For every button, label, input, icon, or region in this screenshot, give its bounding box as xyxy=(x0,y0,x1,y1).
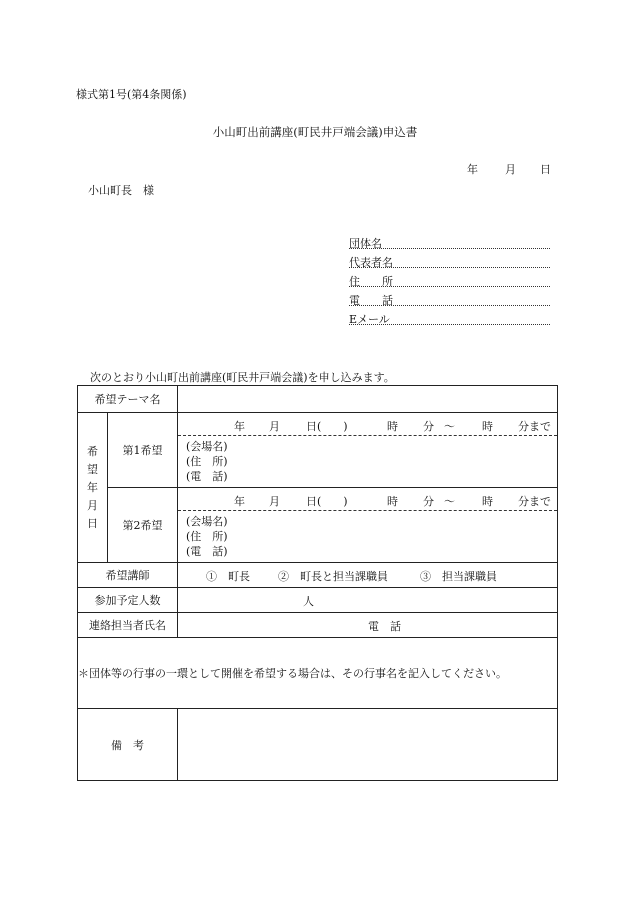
applicant-group-name-field[interactable] xyxy=(349,235,550,251)
choice1-venue-phone[interactable]: (電 話) xyxy=(186,470,228,483)
form-number: 様式第1号(第4条関係) xyxy=(76,88,187,101)
choice2-venue-lines xyxy=(178,511,557,559)
address-line xyxy=(349,286,550,287)
theme-label: 希望テーマ名 xyxy=(78,386,178,413)
applicant-phone-field[interactable] xyxy=(349,292,550,308)
choice2-label: 第2希望 xyxy=(108,488,178,563)
choice1-label: 第1希望 xyxy=(108,413,178,488)
theme-input[interactable] xyxy=(178,386,558,413)
choice2-venue-address[interactable]: (住 所) xyxy=(186,530,228,543)
choice2-venue-phone[interactable]: (電 話) xyxy=(186,545,228,558)
choice2-row xyxy=(78,488,558,563)
participants-label: 参加予定人数 xyxy=(78,588,178,613)
address-label: 住 所 xyxy=(349,275,393,288)
event-note-text: ＊団体等の行事の一環として開催を希望する場合は、その行事名を記入してください。 xyxy=(78,667,507,680)
choice2-venue-name[interactable]: (会場名) xyxy=(186,515,228,528)
choice1-row xyxy=(78,413,558,488)
theme-row xyxy=(78,386,558,413)
choice2-input[interactable] xyxy=(178,488,558,563)
choice1-datetime-row[interactable]: 年 月 日( ) 時 分 ～ 時 分まで xyxy=(178,413,557,436)
instructor-label: 希望講師 xyxy=(78,563,178,588)
contact-row xyxy=(78,613,558,638)
choice1-venue-address[interactable]: (住 所) xyxy=(186,455,228,468)
choice1-venue-name[interactable]: (会場名) xyxy=(186,440,228,453)
representative-label: 代表者名 xyxy=(349,256,393,269)
participants-input[interactable] xyxy=(178,588,558,613)
phone-label: 電 話 xyxy=(349,294,393,307)
intro-text: 次のとおり小山町出前講座(町民井戸端会議)を申し込みます。 xyxy=(90,371,395,384)
applicant-address-field[interactable] xyxy=(349,273,550,289)
remarks-label: 備 考 xyxy=(78,709,178,781)
instructor-option-3[interactable]: ③ 担当課職員 xyxy=(420,570,497,583)
document-title: 小山町出前講座(町民井戸端会議)申込書 xyxy=(212,125,418,139)
contact-label: 連絡担当者氏名 xyxy=(78,613,178,638)
choice1-venue-lines xyxy=(178,436,557,484)
phone-line xyxy=(349,305,550,306)
instructor-option-2[interactable]: ② 町長と担当課職員 xyxy=(278,570,388,583)
date-year: 年 xyxy=(467,163,478,176)
instructor-options xyxy=(178,563,558,588)
remarks-input[interactable] xyxy=(178,709,558,781)
group-name-line xyxy=(349,248,550,249)
addressee: 小山町長 様 xyxy=(88,184,154,197)
instructor-row xyxy=(78,563,558,588)
contact-phone-label: 電 話 xyxy=(368,620,401,633)
representative-line xyxy=(349,267,550,268)
email-label: Eメール xyxy=(349,313,390,326)
event-note-row xyxy=(78,638,558,709)
desired-date-label xyxy=(78,413,108,563)
desired-date-vertical: 希 望 年 月 日 xyxy=(87,444,98,530)
remarks-row xyxy=(78,709,558,781)
contact-input[interactable] xyxy=(178,613,558,638)
applicant-email-field[interactable] xyxy=(349,311,550,327)
choice1-input[interactable] xyxy=(178,413,558,488)
applicant-representative-field[interactable] xyxy=(349,254,550,270)
event-note-cell[interactable] xyxy=(78,638,558,709)
participants-row xyxy=(78,588,558,613)
date-month: 月 xyxy=(505,163,516,176)
application-table xyxy=(77,385,558,781)
instructor-option-1[interactable]: ① 町長 xyxy=(206,570,250,583)
email-line xyxy=(349,324,550,325)
group-name-label: 団体名 xyxy=(349,237,382,250)
date-day: 日 xyxy=(540,163,551,176)
participants-unit: 人 xyxy=(303,595,314,608)
choice2-datetime-row[interactable]: 年 月 日( ) 時 分 ～ 時 分まで xyxy=(178,488,557,511)
